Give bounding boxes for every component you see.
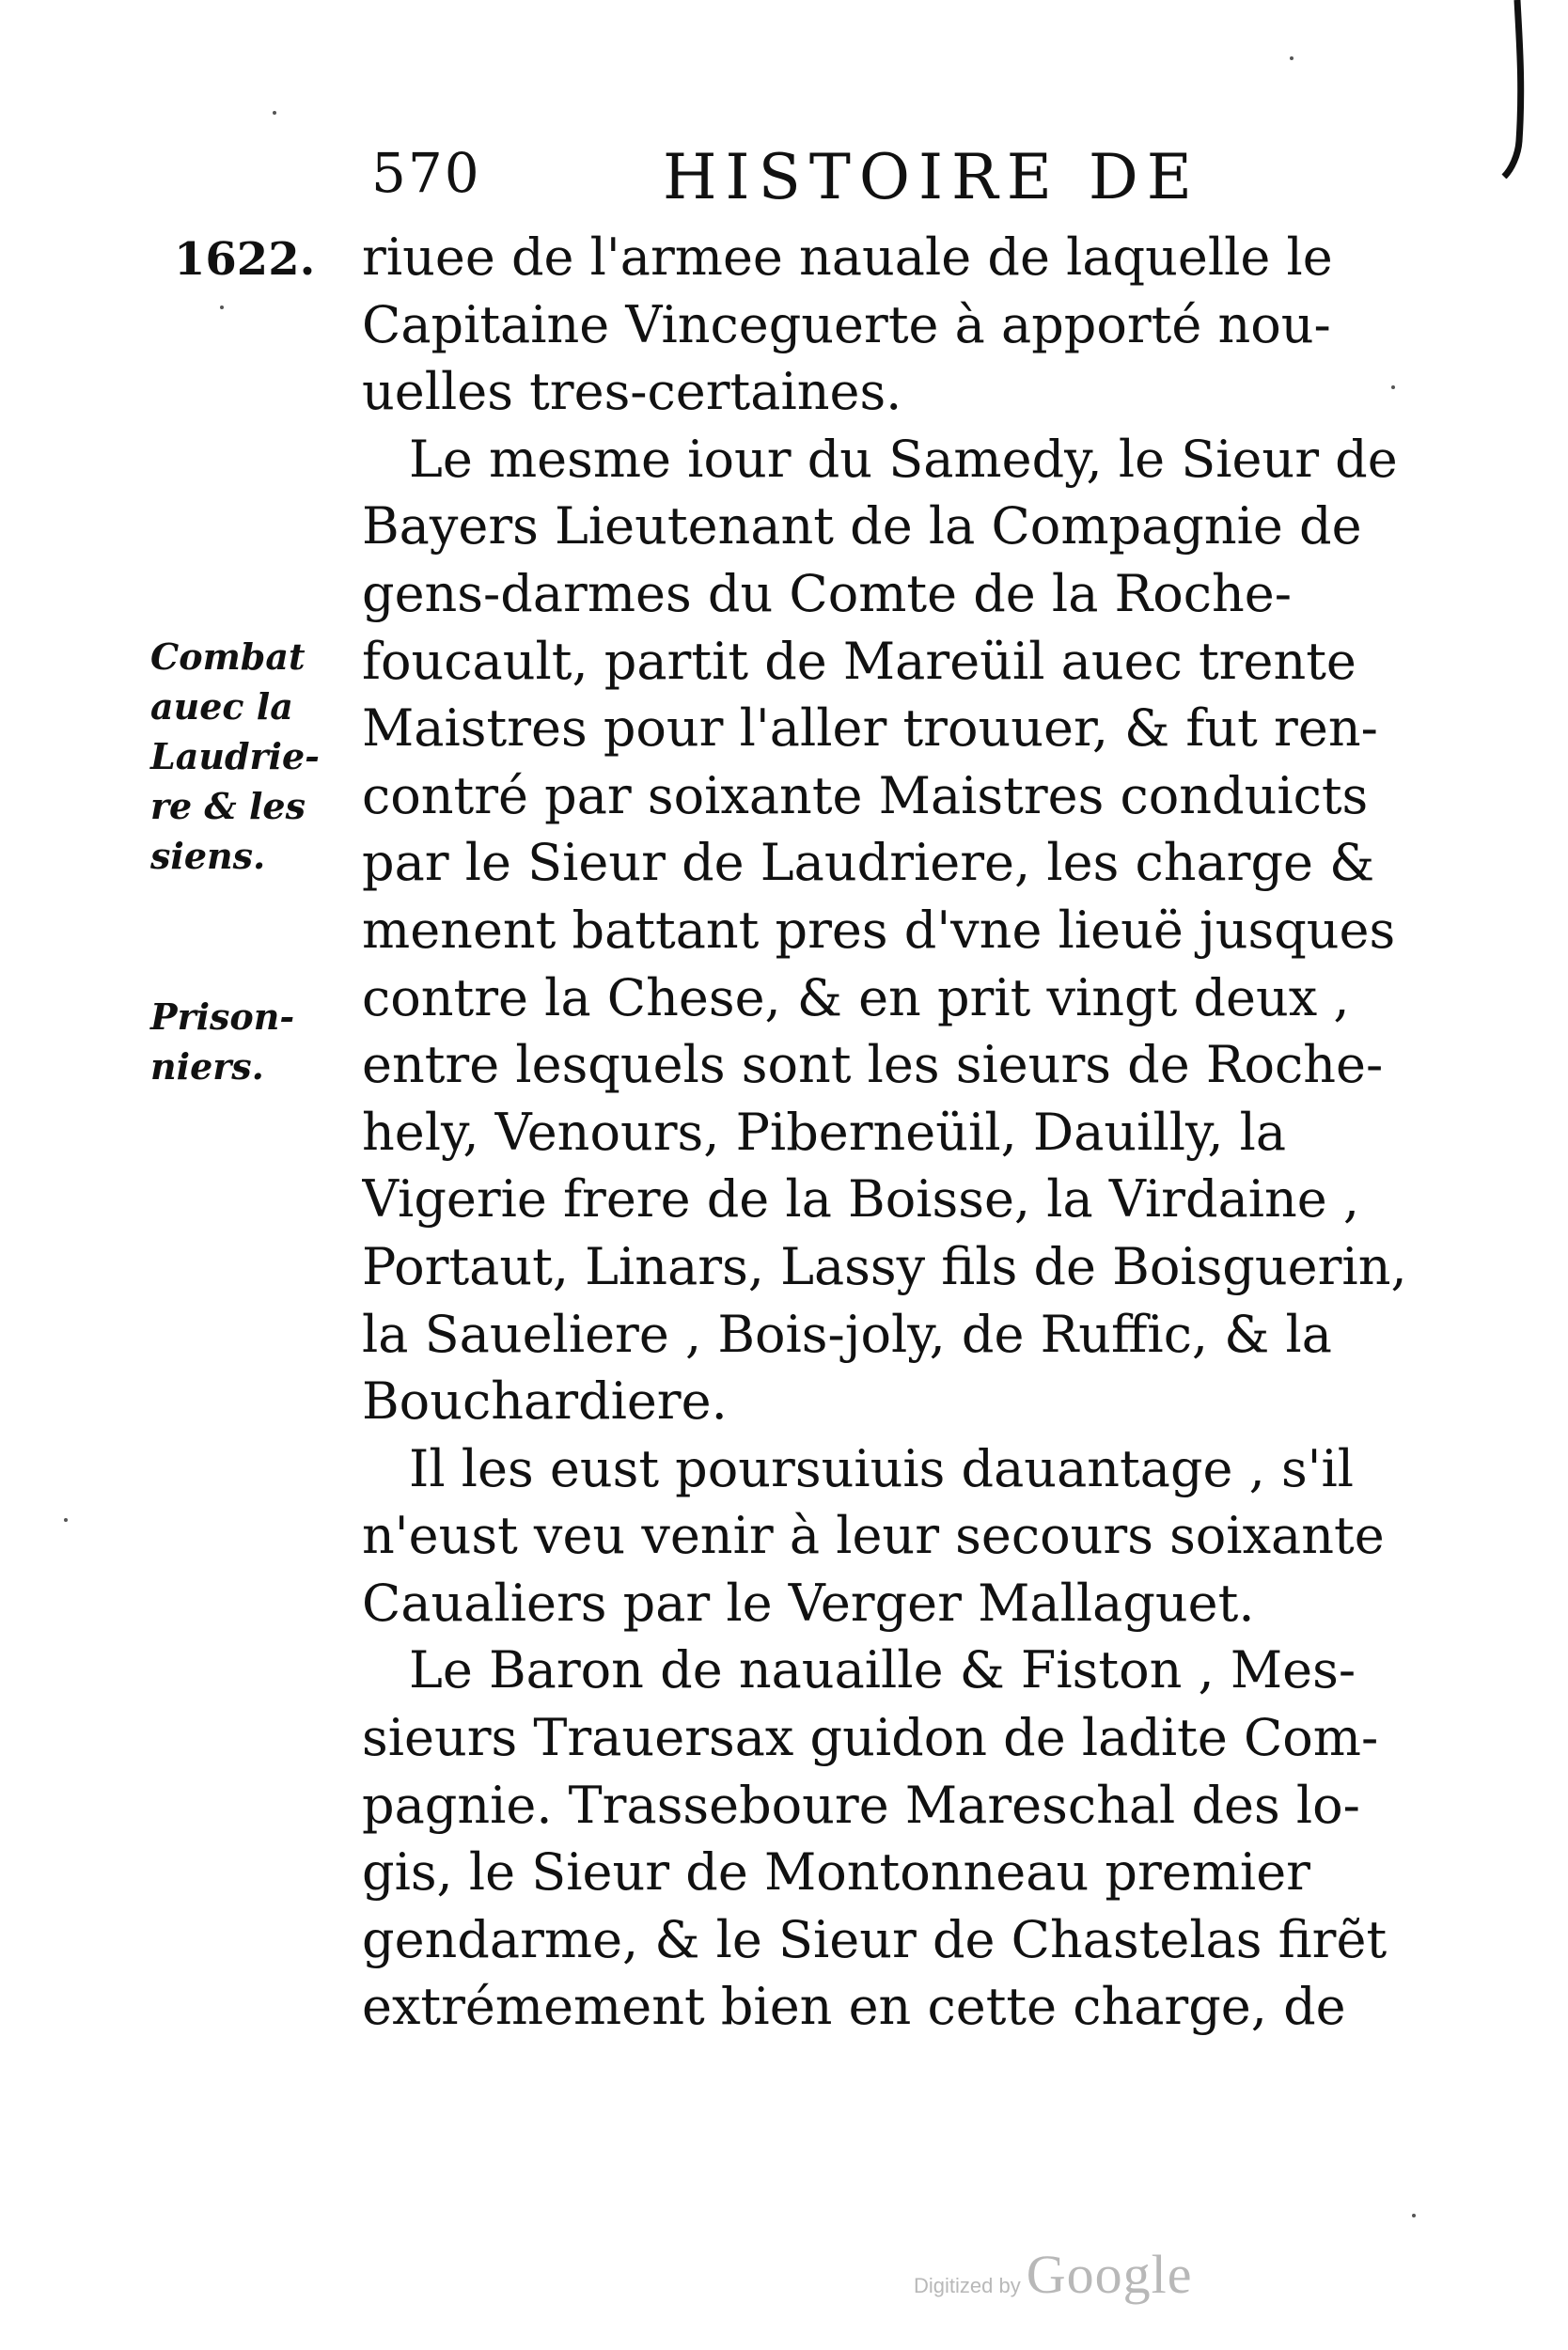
text-line: Il les eust poursuiuis dauantage , s'il — [409, 1438, 1355, 1498]
text-line: Vigerie frere de la Boisse, la Virdaine , — [362, 1169, 1360, 1230]
text-line: Capitaine Vinceguerte à apporté nou- — [362, 294, 1331, 354]
text-line: contre la Chese, & en prit vingt deux , — [362, 967, 1350, 1027]
text-line: Caualiers par le Verger Mallaguet. — [362, 1573, 1255, 1633]
page-number: 570 — [371, 141, 481, 205]
text-line: Le Baron de nauaille & Fiston , Mes- — [409, 1640, 1356, 1700]
text-line: foucault, partit de Mareüil auec trente — [362, 631, 1356, 691]
text-line: uelles tres-certaines. — [362, 362, 902, 422]
margin-note-line: re & les — [150, 785, 306, 827]
ink-speck — [1391, 385, 1395, 389]
text-line: Bouchardiere. — [362, 1371, 728, 1432]
body-text — [362, 224, 1424, 2041]
text-line: Maistres pour l'aller trouuer, & fut ren- — [362, 698, 1378, 759]
text-line: pagnie. Trasseboure Mareschal des lo- — [362, 1775, 1360, 1835]
running-title: HISTOIRE DE — [663, 141, 1200, 213]
margin-note-line: niers. — [150, 1045, 264, 1088]
text-line: menent battant pres d'vne lieuë jusques — [362, 900, 1396, 960]
margin-note-line: auec la — [150, 685, 293, 728]
margin-note-combat — [150, 632, 353, 881]
text-line: contré par soixante Maistres conduicts — [362, 765, 1369, 825]
text-line: gendarme, & le Sieur de Chastelas firẽt — [362, 1909, 1388, 1969]
text-line: gens-darmes du Comte de la Roche- — [362, 563, 1292, 623]
margin-note-line: Prison- — [150, 995, 295, 1038]
google-logo: Google — [1026, 2244, 1193, 2305]
text-line: sieurs Trauersax guidon de ladite Com- — [362, 1708, 1379, 1768]
text-line: hely, Venours, Piberneüil, Dauilly, la — [362, 1102, 1287, 1162]
text-line: par le Sieur de Laudriere, les charge & — [362, 833, 1375, 893]
ink-speck — [64, 1518, 68, 1522]
text-line: n'eust veu venir à leur secours soixante — [362, 1506, 1385, 1566]
text-line: la Saueliere , Bois-joly, de Ruffic, & la — [362, 1304, 1332, 1364]
text-line: gis, le Sieur de Montonneau premier — [362, 1842, 1310, 1903]
text-line: entre lesquels sont les sieurs de Roche- — [362, 1035, 1384, 1095]
ink-speck — [1290, 56, 1294, 60]
year-margin-note: 1622. — [174, 233, 316, 286]
text-line: Le mesme iour du Samedy, le Sieur de — [409, 429, 1398, 489]
ink-speck — [273, 111, 276, 115]
ink-speck — [1412, 2214, 1416, 2217]
margin-note-prisonniers — [150, 992, 353, 1091]
text-line: extrémement bien en cette charge, de — [362, 1977, 1346, 2037]
text-line: Portaut, Linars, Lassy fils de Boisguerin, — [362, 1236, 1407, 1296]
watermark-prefix: Digitized by — [914, 2274, 1021, 2297]
margin-note-line: Laudrie- — [150, 735, 320, 777]
page-header — [371, 141, 1424, 216]
text-line: riuee de l'armee nauale de laquelle le — [362, 227, 1333, 287]
margin-note-line: siens. — [150, 835, 266, 877]
text-line: Bayers Lieutenant de la Compagnie de — [362, 496, 1362, 556]
ink-speck — [220, 306, 224, 309]
binding-edge-mark — [1491, 0, 1529, 179]
digitized-watermark — [914, 2243, 1327, 2309]
margin-note-line: Combat — [150, 635, 306, 678]
